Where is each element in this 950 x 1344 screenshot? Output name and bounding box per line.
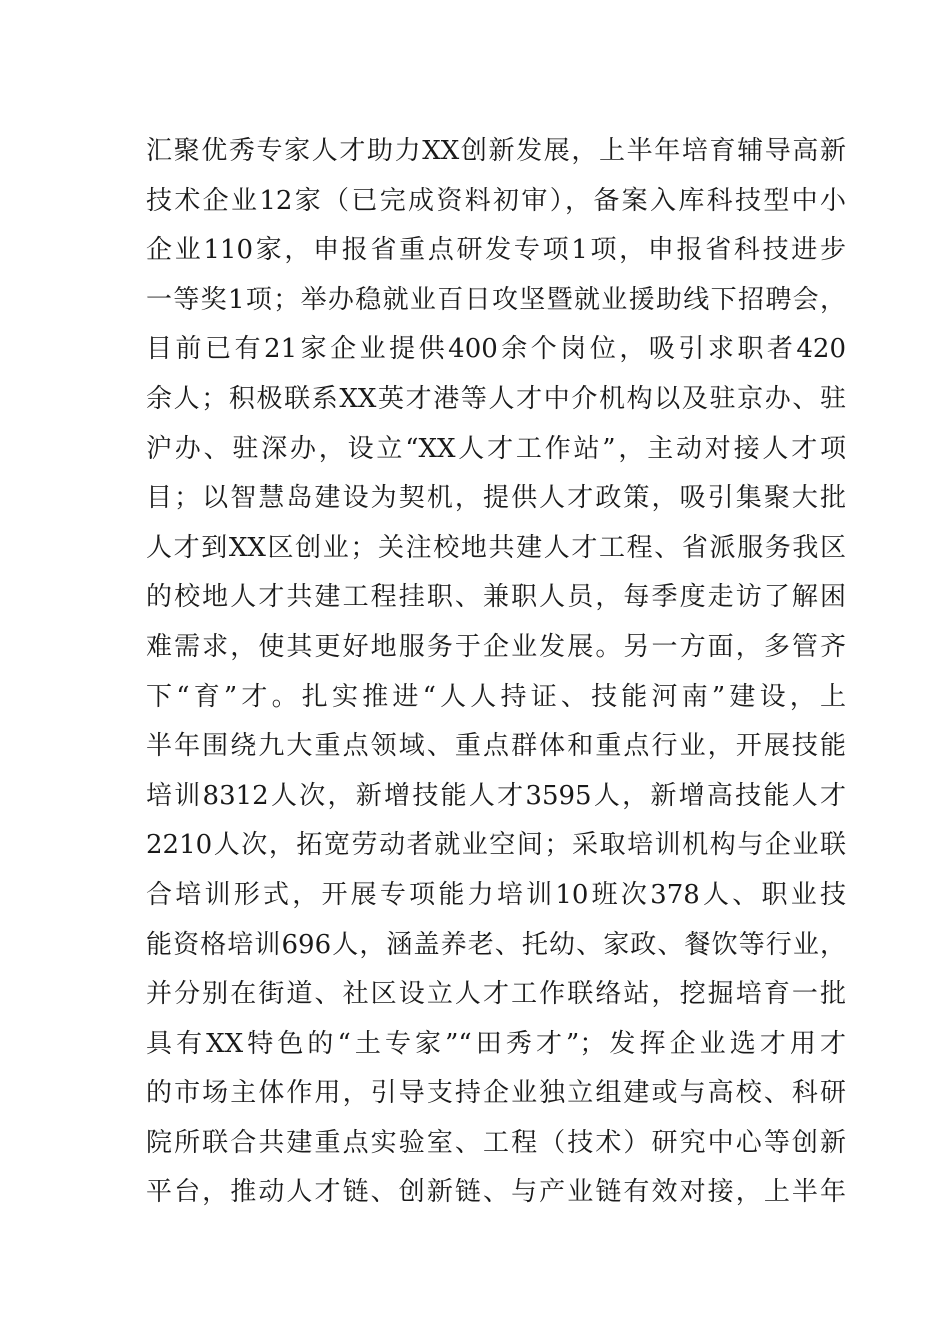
- text-line: 半年围绕九大重点领域、重点群体和重点行业，开展技能: [146, 731, 846, 762]
- text-line: 2210人次，拓宽劳动者就业空间；采取培训机构与企业联: [146, 830, 846, 861]
- text-line: 合培训形式，开展专项能力培训10班次378人、职业技: [146, 879, 846, 910]
- text-line: 技术企业12家（已完成资料初审），备案入库科技型中小: [146, 185, 846, 216]
- text-line: 的校地人才共建工程挂职、兼职人员，每季度走访了解困: [146, 582, 846, 613]
- text-line: 沪办、驻深办，设立“XX人才工作站”，主动对接人才项: [146, 433, 846, 464]
- body-paragraph: [146, 127, 846, 1218]
- text-line: 企业110家，申报省重点研发专项1项，申报省科技进步: [146, 235, 846, 266]
- text-line: 培训8312人次，新增技能人才3595人，新增高技能人才: [146, 780, 846, 811]
- text-line: 院所联合共建重点实验室、工程（技术）研究中心等创新: [146, 1127, 846, 1158]
- text-line: 难需求，使其更好地服务于企业发展。另一方面，多管齐: [146, 631, 846, 662]
- text-line: 目；以智慧岛建设为契机，提供人才政策，吸引集聚大批: [146, 483, 846, 514]
- text-line: 并分别在街道、社区设立人才工作联络站，挖掘培育一批: [146, 979, 846, 1010]
- text-line: 具有XX特色的“土专家”“田秀才”；发挥企业选才用才: [146, 1028, 846, 1059]
- text-line: 目前已有21家企业提供400余个岗位，吸引求职者420: [146, 334, 846, 365]
- text-line: 平台，推动人才链、创新链、与产业链有效对接，上半年: [146, 1177, 846, 1208]
- text-line: 汇聚优秀专家人才助力XX创新发展，上半年培育辅导高新: [146, 136, 846, 166]
- text-line: 的市场主体作用，引导支持企业独立组建或与高校、科研: [146, 1078, 846, 1109]
- text-line: 一等奖1项；举办稳就业百日攻坚暨就业援助线下招聘会，: [146, 284, 846, 315]
- text-line: 人才到XX区创业；关注校地共建人才工程、省派服务我区: [146, 532, 846, 563]
- text-line: 能资格培训696人，涵盖养老、托幼、家政、餐饮等行业，: [146, 929, 846, 960]
- text-line: 余人；积极联系XX英才港等人才中介机构以及驻京办、驻: [146, 383, 846, 414]
- text-line: 下“育”才。扎实推进“人人持证、技能河南”建设，上: [146, 681, 846, 712]
